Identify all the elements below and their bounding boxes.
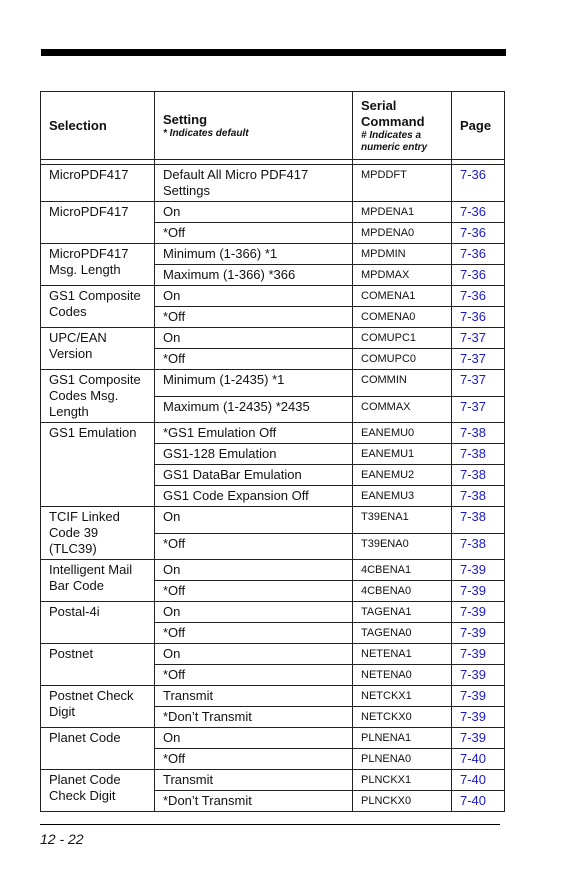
- selection-cell: Planet Code: [41, 728, 155, 770]
- page-link[interactable]: 7-39: [452, 686, 505, 707]
- table-row: [41, 728, 505, 749]
- table-header-row: [41, 92, 505, 160]
- table-row: [41, 560, 505, 581]
- bottom-rule: [40, 824, 500, 825]
- setting-cell: GS1 Code Expansion Off: [155, 486, 353, 507]
- serial-command-cell: COMUPC0: [353, 349, 452, 370]
- setting-cell: *Off: [155, 307, 353, 328]
- serial-command-cell: COMENA0: [353, 307, 452, 328]
- top-rule: [41, 49, 506, 56]
- setting-cell: *Don’t Transmit: [155, 707, 353, 728]
- serial-command-cell: MPDMIN: [353, 244, 452, 265]
- page-link[interactable]: 7-38: [452, 533, 505, 560]
- serial-command-cell: NETENA0: [353, 665, 452, 686]
- serial-command-cell: MPDDFT: [353, 165, 452, 202]
- setting-cell: *GS1 Emulation Off: [155, 423, 353, 444]
- setting-cell: Transmit: [155, 686, 353, 707]
- selection-cell: TCIF Linked Code 39 (TLC39): [41, 507, 155, 560]
- page-link[interactable]: 7-37: [452, 349, 505, 370]
- setting-cell: On: [155, 728, 353, 749]
- setting-cell: *Don’t Transmit: [155, 791, 353, 812]
- selection-cell: GS1 Composite Codes: [41, 286, 155, 328]
- serial-command-cell: COMMIN: [353, 370, 452, 397]
- page-link[interactable]: 7-38: [452, 465, 505, 486]
- page-link[interactable]: 7-36: [452, 223, 505, 244]
- serial-command-cell: 4CBENA0: [353, 581, 452, 602]
- serial-command-cell: COMUPC1: [353, 328, 452, 349]
- selection-cell: Planet Code Check Digit: [41, 770, 155, 812]
- selection-cell: MicroPDF417 Msg. Length: [41, 244, 155, 286]
- setting-cell: Maximum (1-2435) *2435: [155, 396, 353, 423]
- page-link[interactable]: 7-37: [452, 396, 505, 423]
- setting-cell: *Off: [155, 223, 353, 244]
- setting-cell: On: [155, 644, 353, 665]
- serial-command-cell: EANEMU2: [353, 465, 452, 486]
- setting-cell: On: [155, 328, 353, 349]
- page-link[interactable]: 7-36: [452, 202, 505, 223]
- page-link[interactable]: 7-39: [452, 623, 505, 644]
- selection-cell: MicroPDF417: [41, 202, 155, 244]
- serial-command-cell: EANEMU0: [353, 423, 452, 444]
- table-row: [41, 165, 505, 202]
- selection-cell: Postal-4i: [41, 602, 155, 644]
- page-link[interactable]: 7-39: [452, 602, 505, 623]
- page-link[interactable]: 7-36: [452, 244, 505, 265]
- setting-cell: GS1 DataBar Emulation: [155, 465, 353, 486]
- page-link[interactable]: 7-36: [452, 286, 505, 307]
- table-row: [41, 644, 505, 665]
- page-link[interactable]: 7-39: [452, 560, 505, 581]
- setting-cell: On: [155, 560, 353, 581]
- setting-cell: *Off: [155, 749, 353, 770]
- serial-command-cell: MPDMAX: [353, 265, 452, 286]
- table-row: [41, 286, 505, 307]
- serial-command-cell: T39ENA0: [353, 533, 452, 560]
- table-body: [41, 160, 505, 812]
- page-number: 12 - 22: [40, 831, 84, 847]
- default-note: * Indicates default: [163, 127, 249, 139]
- selection-cell: GS1 Emulation: [41, 423, 155, 507]
- setting-cell: *Off: [155, 533, 353, 560]
- selection-cell: UPC/EAN Version: [41, 328, 155, 370]
- selection-cell: GS1 Composite Codes Msg. Length: [41, 370, 155, 423]
- serial-command-cell: MPDENA0: [353, 223, 452, 244]
- header-selection: Selection: [41, 92, 155, 160]
- page-link[interactable]: 7-36: [452, 165, 505, 202]
- serial-command-cell: PLNENA1: [353, 728, 452, 749]
- serial-command-cell: T39ENA1: [353, 507, 452, 534]
- page-link[interactable]: 7-39: [452, 644, 505, 665]
- serial-command-cell: TAGENA1: [353, 602, 452, 623]
- selection-cell: MicroPDF417: [41, 165, 155, 202]
- table-row: [41, 507, 505, 534]
- table-row: [41, 328, 505, 349]
- page-link[interactable]: 7-39: [452, 707, 505, 728]
- setting-cell: Transmit: [155, 770, 353, 791]
- page-link[interactable]: 7-37: [452, 328, 505, 349]
- setting-cell: On: [155, 286, 353, 307]
- table-row: [41, 686, 505, 707]
- page-link[interactable]: 7-39: [452, 728, 505, 749]
- setting-cell: GS1-128 Emulation: [155, 444, 353, 465]
- serial-command-cell: 4CBENA1: [353, 560, 452, 581]
- serial-command-cell: MPDENA1: [353, 202, 452, 223]
- page-link[interactable]: 7-40: [452, 749, 505, 770]
- table-row: [41, 602, 505, 623]
- serial-command-cell: NETCKX0: [353, 707, 452, 728]
- serial-command-cell: NETENA1: [353, 644, 452, 665]
- setting-cell: Minimum (1-2435) *1: [155, 370, 353, 397]
- setting-cell: *Off: [155, 349, 353, 370]
- setting-cell: On: [155, 507, 353, 534]
- page-link[interactable]: 7-40: [452, 770, 505, 791]
- setting-cell: Default All Micro PDF417 Settings: [155, 165, 353, 202]
- serial-command-cell: EANEMU3: [353, 486, 452, 507]
- setting-cell: Maximum (1-366) *366: [155, 265, 353, 286]
- page-link[interactable]: 7-39: [452, 581, 505, 602]
- serial-command-table: [40, 91, 505, 812]
- selection-cell: Postnet Check Digit: [41, 686, 155, 728]
- page-link[interactable]: 7-36: [452, 307, 505, 328]
- setting-cell: *Off: [155, 665, 353, 686]
- table-row: [41, 770, 505, 791]
- selection-cell: Intelligent Mail Bar Code: [41, 560, 155, 602]
- serial-command-cell: EANEMU1: [353, 444, 452, 465]
- header-setting: Setting * Indicates default: [155, 92, 353, 160]
- setting-cell: Minimum (1-366) *1: [155, 244, 353, 265]
- table-row: [41, 423, 505, 444]
- table-row: [41, 202, 505, 223]
- serial-command-cell: NETCKX1: [353, 686, 452, 707]
- page-link[interactable]: 7-38: [452, 486, 505, 507]
- serial-command-cell: PLNCKX1: [353, 770, 452, 791]
- setting-cell: On: [155, 602, 353, 623]
- header-serial-command: Serial Command # Indicates a numeric entry: [353, 92, 452, 160]
- serial-command-cell: PLNENA0: [353, 749, 452, 770]
- page-link[interactable]: 7-40: [452, 791, 505, 812]
- serial-command-cell: TAGENA0: [353, 623, 452, 644]
- table-row: [41, 370, 505, 397]
- setting-cell: *Off: [155, 623, 353, 644]
- page-link[interactable]: 7-36: [452, 265, 505, 286]
- page-link[interactable]: 7-38: [452, 444, 505, 465]
- setting-cell: *Off: [155, 581, 353, 602]
- setting-cell: On: [155, 202, 353, 223]
- selection-cell: Postnet: [41, 644, 155, 686]
- table-row: [41, 244, 505, 265]
- page-link[interactable]: 7-39: [452, 665, 505, 686]
- page-link[interactable]: 7-38: [452, 507, 505, 534]
- serial-command-cell: COMENA1: [353, 286, 452, 307]
- page-link[interactable]: 7-37: [452, 370, 505, 397]
- serial-command-cell: PLNCKX0: [353, 791, 452, 812]
- serial-command-cell: COMMAX: [353, 396, 452, 423]
- page-link[interactable]: 7-38: [452, 423, 505, 444]
- header-page: Page: [452, 92, 505, 160]
